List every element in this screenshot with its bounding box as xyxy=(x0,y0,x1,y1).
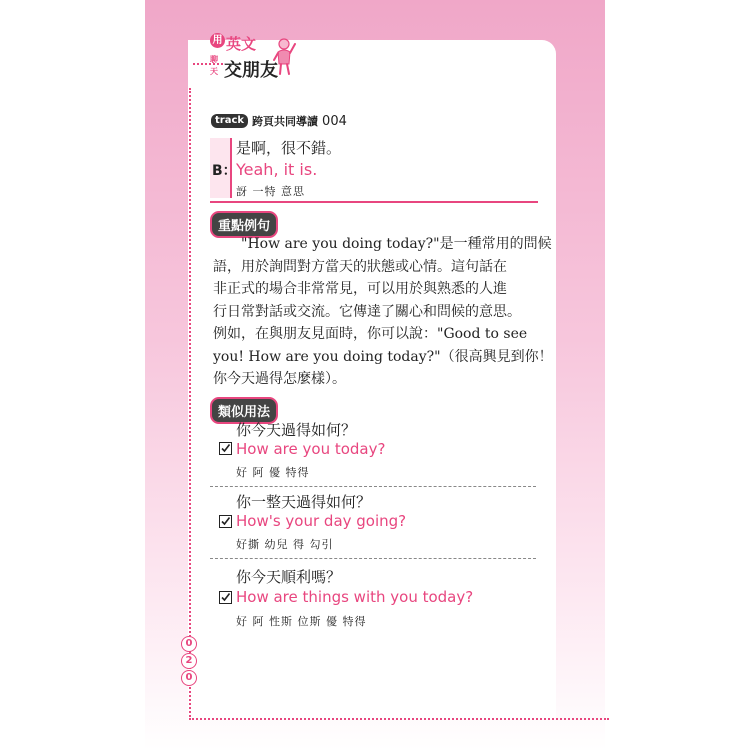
similar-usage-title: 類似用法 xyxy=(210,397,278,424)
similar-item-pronunciation: 好 阿 優 特得 xyxy=(236,466,310,479)
person-waving-icon xyxy=(272,36,296,76)
logo-tian: 天 xyxy=(210,67,218,76)
dialog-pronunciation: 訝 一特 意思 xyxy=(236,185,305,198)
paragraph-line: "How are you doing today?"是一種常用的問候 xyxy=(241,236,552,252)
checkbox-icon xyxy=(219,442,232,455)
item-separator xyxy=(210,486,536,487)
checkbox-icon xyxy=(219,515,232,528)
dialog-english: Yeah, it is. xyxy=(236,160,318,179)
similar-item-english: How are things with you today? xyxy=(236,588,474,606)
key-sentence-paragraph xyxy=(213,233,553,391)
page-number-digit: 0 xyxy=(181,636,197,652)
paragraph-line: 非正式的場合非常常見，可以用於與熟悉的人進 xyxy=(213,281,507,297)
track-badge: track xyxy=(211,114,248,128)
page-number-digit: 2 xyxy=(181,653,197,669)
page-number xyxy=(181,636,197,687)
page-number-digit: 0 xyxy=(181,670,197,686)
similar-item-english: How's your day going? xyxy=(236,512,407,530)
dialog-divider xyxy=(210,201,538,203)
similar-item-chinese: 你一整天過得如何？ xyxy=(236,493,372,511)
track-label: 跨頁共同導讀 xyxy=(252,115,319,128)
logo-yingwen: 英文 xyxy=(226,35,257,53)
logo-liao: 聊 xyxy=(210,55,218,64)
paragraph-line: 你今天過得怎麼樣）。 xyxy=(213,371,346,387)
paragraph-line: 例如，在與朋友見面時，你可以說："Good to see xyxy=(213,326,528,342)
similar-item-chinese: 你今天順利嗎？ xyxy=(236,568,342,586)
book-logo xyxy=(196,30,306,86)
dotted-border-bottom xyxy=(189,718,609,720)
track-header xyxy=(211,113,347,129)
speaker-label: B： xyxy=(212,163,237,179)
logo-yong: 用 xyxy=(210,33,225,48)
paragraph-line: 語，用於詢問對方當天的狀態或心情。這句話在 xyxy=(213,258,507,275)
similar-item-pronunciation: 好 阿 性斯 位斯 優 特得 xyxy=(236,615,367,628)
paragraph-line: 行日常對話或交流。它傳達了關心和問候的意思。 xyxy=(213,303,521,320)
similar-item-chinese: 你今天過得如何？ xyxy=(236,421,357,439)
track-number: 004 xyxy=(322,113,347,129)
checkbox-icon xyxy=(219,591,232,604)
similar-item-english: How are you today? xyxy=(236,440,386,458)
similar-item-pronunciation: 好撕 幼兒 得 勾引 xyxy=(236,538,334,551)
item-separator xyxy=(210,558,536,559)
dialog-chinese: 是啊，很不錯。 xyxy=(236,139,342,157)
logo-jiaopengyou: 交朋友 xyxy=(224,60,278,81)
key-sentence-title: 重點例句 xyxy=(210,211,278,238)
paragraph-line: you! How are you doing today?"（很高興見到你！ xyxy=(213,348,553,365)
dotted-border-left xyxy=(189,88,191,720)
